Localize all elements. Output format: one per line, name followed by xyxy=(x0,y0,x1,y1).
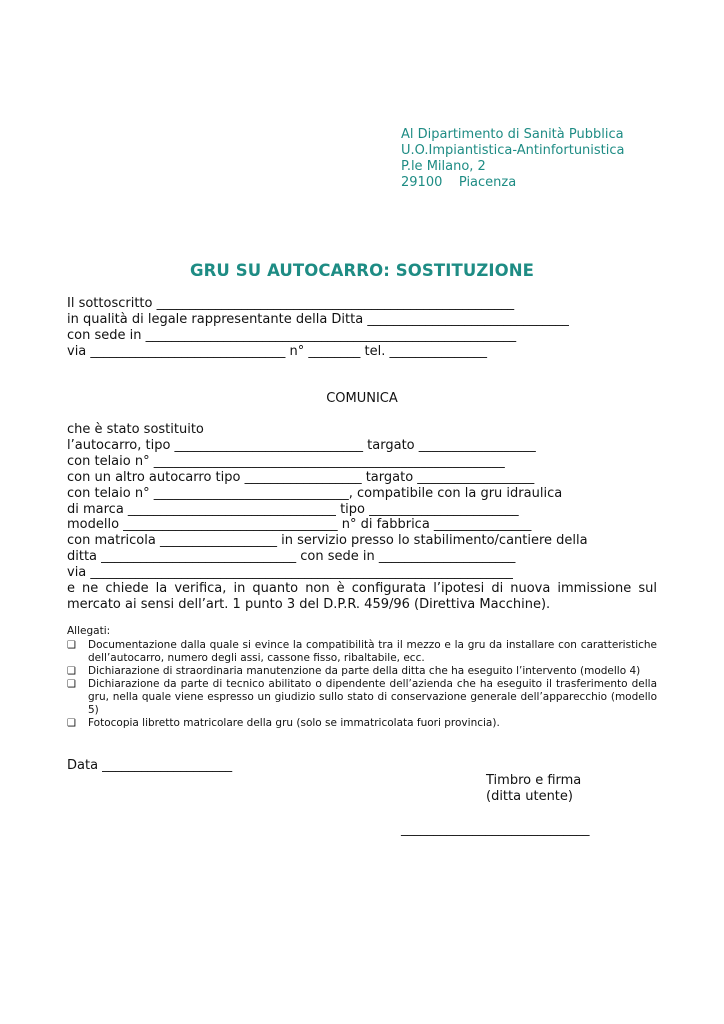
recipient-address xyxy=(401,127,625,191)
checkbox-icon[interactable]: ❑ xyxy=(67,718,76,729)
attachment-text: Dichiarazione di straordinaria manutenzione da parte della ditta che ha eseguito l’intervento (modello 4) xyxy=(88,665,641,677)
applicant-address-line: via ______________________________ n° ________ tel. _______________ xyxy=(67,344,488,359)
attachments-label: Allegati: xyxy=(67,625,111,637)
applicant-name-line: Il sottoscritto _______________________________________________________ xyxy=(67,296,515,311)
body-line-10: via _________________________________________________________________ xyxy=(67,565,513,580)
recipient-line-3: P.le Milano, 2 xyxy=(401,159,486,174)
applicant-role-line: in qualità di legale rappresentante della Ditta _______________________________ xyxy=(67,312,569,327)
applicant-seat-line: con sede in _________________________________________________________ xyxy=(67,328,517,343)
document-title: GRU SU AUTOCARRO: SOSTITUZIONE xyxy=(189,261,535,280)
recipient-line-4: 29100 Piacenza xyxy=(401,175,517,190)
attachment-text: Fotocopia libretto matricolare della gru (solo se immatricolata fuori provincia). xyxy=(88,717,500,729)
body-line-3: con telaio n° ______________________________________________________ xyxy=(67,454,505,469)
stamp-label: Timbro e firma xyxy=(486,773,582,788)
recipient-line-2: U.O.Impiantistica-Antinfortunistica xyxy=(401,143,625,158)
checkbox-icon[interactable]: ❑ xyxy=(67,640,76,651)
body-line-2: l’autocarro, tipo _____________________________ targato __________________ xyxy=(67,438,536,453)
body-line-5: con telaio n° ______________________________, compatibile con la gru idraulica xyxy=(67,486,563,501)
body-line-6: di marca ________________________________ tipo _______________________ xyxy=(67,502,519,517)
signature-line[interactable]: _____________________________ xyxy=(401,822,590,837)
body-line-8: con matricola __________________ in servizio presso lo stabilimento/cantiere della xyxy=(67,533,588,548)
body-line-9: ditta ______________________________ con sede in _____________________ xyxy=(67,549,516,564)
body-line-4: con un altro autocarro tipo __________________ targato __________________ xyxy=(67,470,535,485)
body-line-12: mercato ai sensi dell’art. 1 punto 3 del D.P.R. 459/96 (Direttiva Macchine). xyxy=(67,597,551,612)
body-line-1: che è stato sostituito xyxy=(67,422,204,437)
checkbox-icon[interactable]: ❑ xyxy=(67,666,76,677)
comunica-heading: COMUNICA xyxy=(326,391,398,406)
stamp-sublabel: (ditta utente) xyxy=(486,789,573,804)
body-line-7: modello _________________________________ n° di fabbrica _______________ xyxy=(67,517,532,532)
checkbox-icon[interactable]: ❑ xyxy=(67,679,76,690)
date-field[interactable]: Data ____________________ xyxy=(67,758,233,773)
attachment-text: Documentazione dalla quale si evince la compatibilità tra il mezzo e la gru da installare con caratteristiche dell’autocarro, numero degli assi, cassone fisso, ribaltabile, ecc. xyxy=(88,639,657,664)
body-line-11: e ne chiede la verifica, in quanto non è configurata l’ipotesi di nuova immissione sul xyxy=(67,581,657,596)
attachment-text: Dichiarazione da parte di tecnico abilitato o dipendente dell’azienda che ha eseguito il trasferimento della gru, nella quale viene espresso un giudizio sullo stato di conservazione generale dell’apparecchio (modello 5) xyxy=(88,678,657,716)
recipient-line-1: Al Dipartimento di Sanità Pubblica xyxy=(401,127,624,142)
